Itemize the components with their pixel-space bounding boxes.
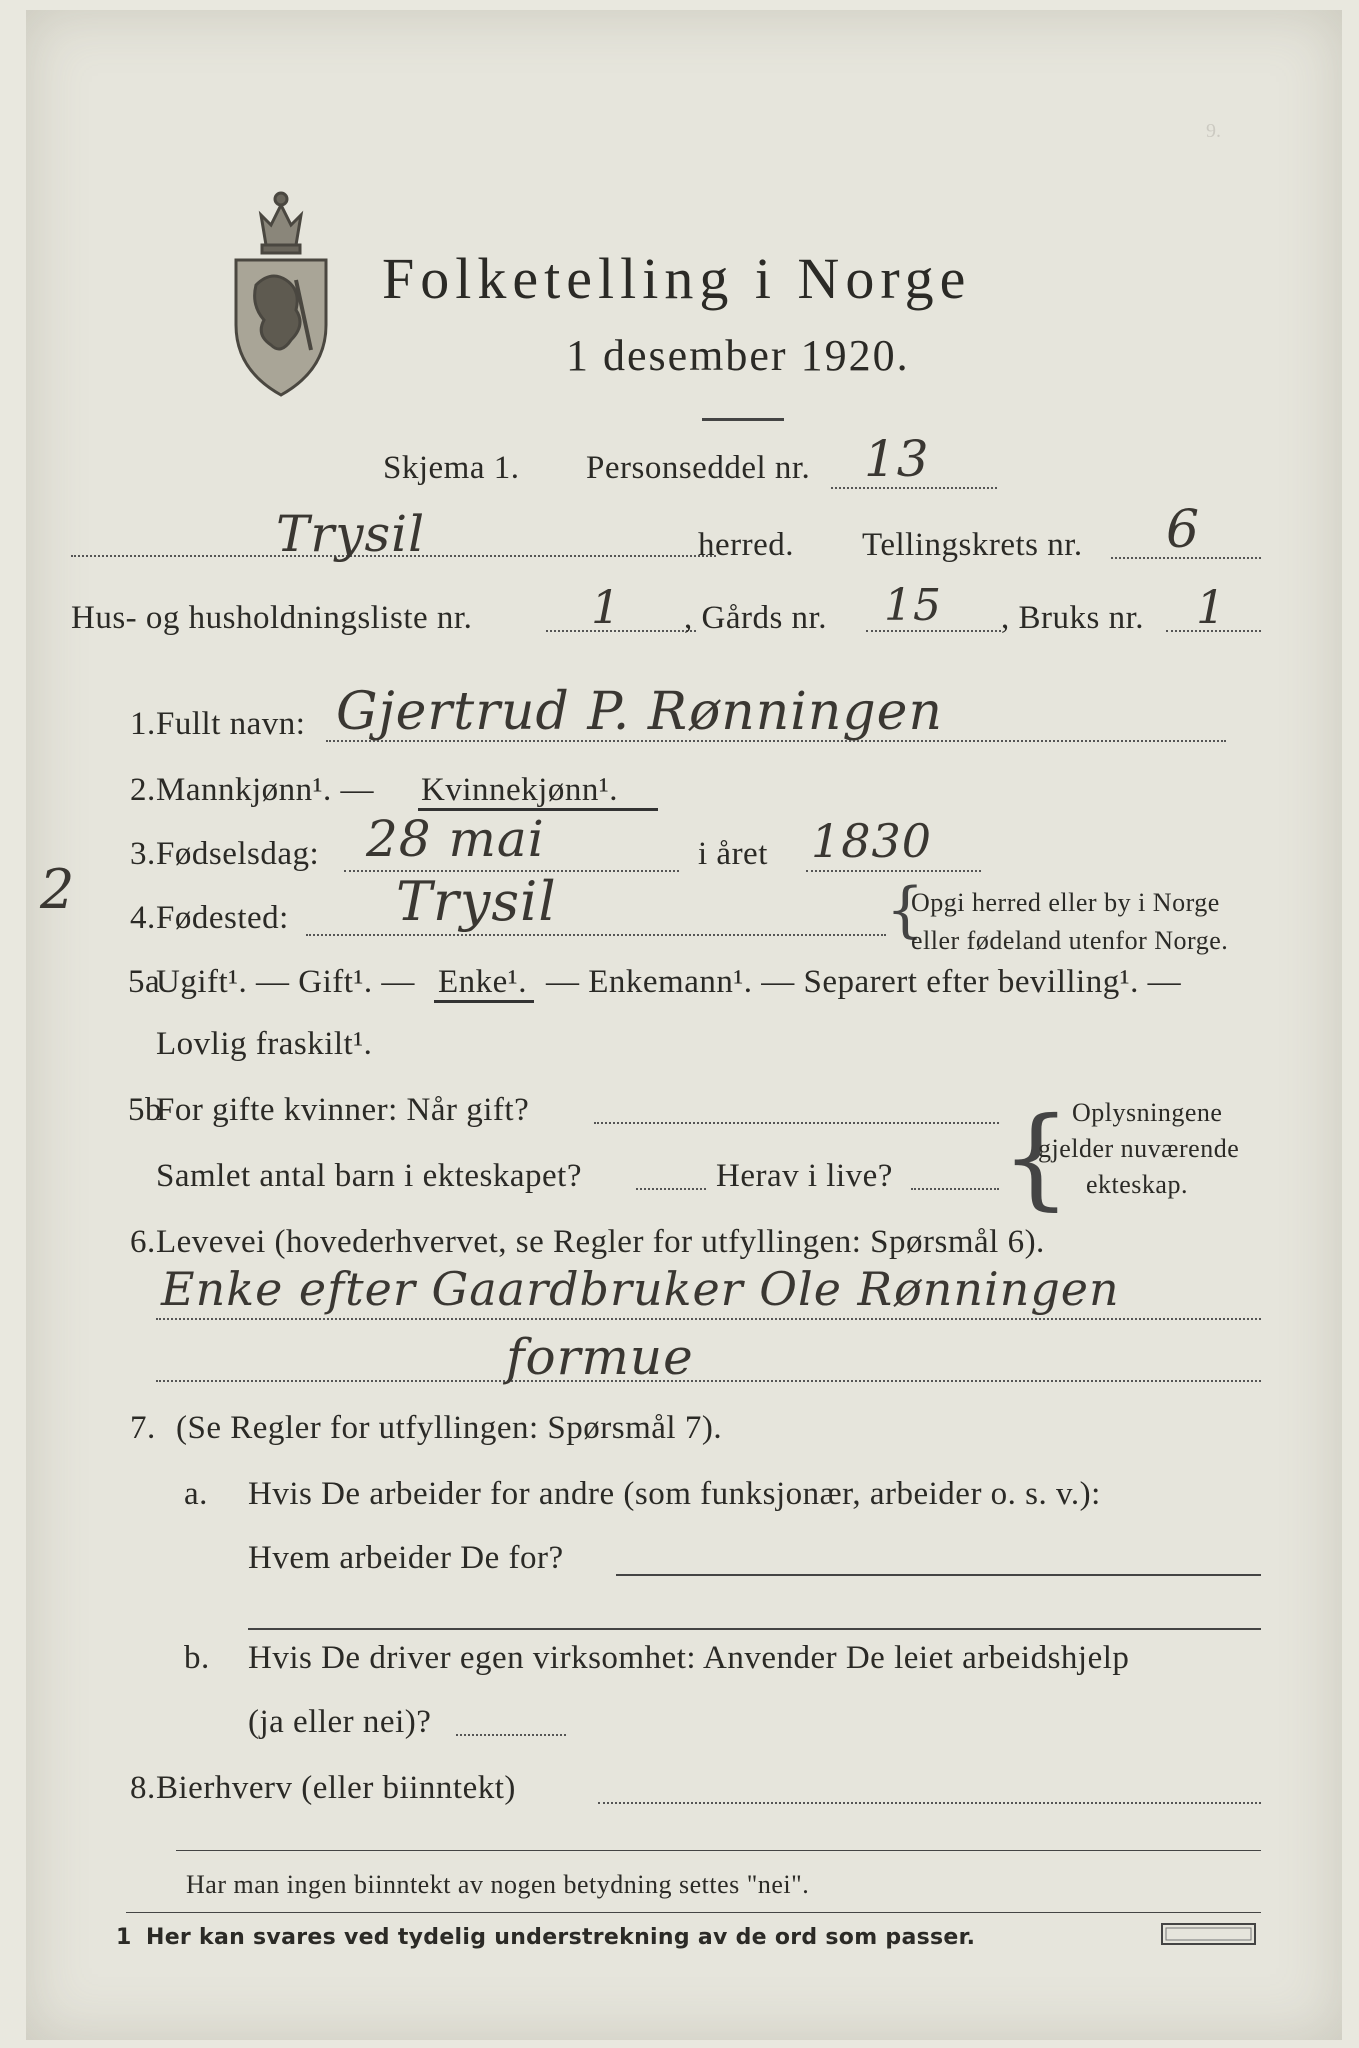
- gards-value: 15: [884, 580, 942, 631]
- q6-number: 6.: [130, 1224, 156, 1260]
- q7b-label: Hvis De driver egen virksomhet: Anvender De leiet arbeidshjelp: [248, 1640, 1130, 1676]
- herred-value: Trysil: [276, 505, 426, 563]
- q5b-alive-label: Herav i live?: [716, 1158, 893, 1194]
- q1-label: Fullt navn:: [156, 706, 306, 742]
- q7a-employer-field-line2[interactable]: [248, 1628, 1261, 1630]
- bruks-label: , Bruks nr.: [1001, 600, 1145, 636]
- birth-year-value: 1830: [811, 814, 933, 868]
- bleed-through-text: 9.: [1206, 120, 1221, 142]
- q7-label: (Se Regler for utfyllingen: Spørsmål 7).: [176, 1410, 723, 1446]
- q3-label: Fødselsdag:: [156, 836, 320, 872]
- q5a-options-c[interactable]: — Enkemann¹. — Separert efter bevilling¹. —: [546, 964, 1182, 1000]
- q5b-married-field[interactable]: [594, 1122, 999, 1124]
- coat-of-arms-icon: [226, 185, 336, 400]
- q2-female-option[interactable]: Kvinnekjønn¹.: [421, 772, 618, 808]
- q5a-selection-underline: [434, 1000, 534, 1003]
- q7a-employer-label: Hvem arbeider De for?: [248, 1540, 564, 1576]
- personseddel-label: Personseddel nr.: [586, 450, 811, 486]
- printer-stamp-icon: [1161, 1923, 1256, 1945]
- q7a-employer-field[interactable]: [616, 1574, 1261, 1576]
- personseddel-value: 13: [864, 430, 930, 488]
- q7b-letter: b.: [184, 1640, 210, 1676]
- q4-note-line1: Opgi herred eller by i Norge: [911, 888, 1220, 917]
- q7b-answer-label: (ja eller nei)?: [248, 1704, 432, 1740]
- footer-divider: [176, 1850, 1261, 1851]
- birthplace-field[interactable]: [306, 934, 886, 936]
- hus-label: Hus- og husholdningsliste nr.: [71, 600, 473, 636]
- census-form-page: [26, 10, 1342, 2040]
- census-date: 1 desember 1920.: [566, 331, 910, 380]
- q8-label: Bierhverv (eller biinntekt): [156, 1770, 516, 1806]
- schema-label: Skjema 1.: [383, 450, 520, 486]
- occupation-field-line2[interactable]: [156, 1380, 1261, 1382]
- q6-label: Levevei (hovederhvervet, se Regler for utfyllingen: Spørsmål 6).: [156, 1224, 1045, 1260]
- full-name-value: Gjertrud P. Rønningen: [336, 682, 943, 742]
- q5b-children-field[interactable]: [636, 1188, 706, 1190]
- occupation-field-line1[interactable]: [156, 1318, 1261, 1320]
- footnote-number: 1: [116, 1925, 132, 1950]
- footnote-divider: [126, 1912, 1261, 1913]
- tellingskrets-label: Tellingskrets nr.: [862, 527, 1083, 563]
- q5a-options-d[interactable]: Lovlig fraskilt¹.: [156, 1026, 373, 1062]
- q2-male-option[interactable]: Mannkjønn¹. —: [156, 772, 375, 808]
- q5b-alive-field[interactable]: [911, 1188, 999, 1190]
- q5b-married-label: For gifte kvinner: Når gift?: [156, 1092, 530, 1128]
- hus-value: 1: [591, 580, 622, 634]
- q5a-option-enke[interactable]: Enke¹.: [438, 964, 527, 1000]
- q5b-note-line3: ekteskap.: [1086, 1170, 1188, 1199]
- page-title: Folketelling i Norge: [382, 246, 972, 311]
- q7a-label: Hvis De arbeider for andre (som funksjonær, arbeider o. s. v.):: [248, 1476, 1101, 1512]
- q4-brace: {: [886, 875, 925, 945]
- q8-field[interactable]: [598, 1802, 1261, 1804]
- q5b-note-line1: Oplysningene: [1072, 1098, 1223, 1127]
- footer-note: Har man ingen biinntekt av nogen betydning settes "nei".: [186, 1870, 810, 1899]
- q7-number: 7.: [130, 1410, 156, 1446]
- q7a-letter: a.: [184, 1476, 208, 1512]
- occupation-value-line2: formue: [506, 1328, 694, 1386]
- q7b-answer-field[interactable]: [456, 1734, 566, 1736]
- occupation-value-line1: Enke efter Gaardbruker Ole Rønningen: [161, 1262, 1120, 1316]
- herred-label: herred.: [698, 527, 795, 563]
- q5b-note-line2: gjelder nuværende: [1038, 1134, 1240, 1163]
- q5b-brace: {: [1001, 1093, 1071, 1221]
- q3-year-label: i året: [698, 836, 768, 872]
- gards-label: , Gårds nr.: [684, 600, 827, 636]
- q8-number: 8.: [130, 1770, 156, 1806]
- q5a-options-a[interactable]: Ugift¹. — Gift¹. —: [156, 964, 415, 1000]
- birthplace-value: Trysil: [396, 870, 557, 933]
- q5a-number: 5a: [128, 964, 161, 1000]
- margin-mark: 2: [40, 858, 76, 921]
- q5b-children-label: Samlet antal barn i ekteskapet?: [156, 1158, 583, 1194]
- footnote-text: Her kan svares ved tydelig understrekning av de ord som passer.: [146, 1925, 976, 1950]
- title-divider: [702, 418, 784, 421]
- q1-number: 1.: [130, 706, 156, 742]
- q4-note-line2: eller fødeland utenfor Norge.: [911, 926, 1229, 955]
- birth-year-field[interactable]: [806, 870, 981, 872]
- q2-number: 2.: [130, 772, 156, 808]
- q4-number: 4.: [130, 900, 156, 936]
- tellingskrets-value: 6: [1166, 500, 1201, 560]
- q5b-number: 5b: [128, 1092, 162, 1128]
- q3-number: 3.: [130, 836, 156, 872]
- bruks-value: 1: [1196, 580, 1227, 634]
- q4-label: Fødested:: [156, 900, 289, 936]
- birthday-value: 28 mai: [366, 810, 545, 868]
